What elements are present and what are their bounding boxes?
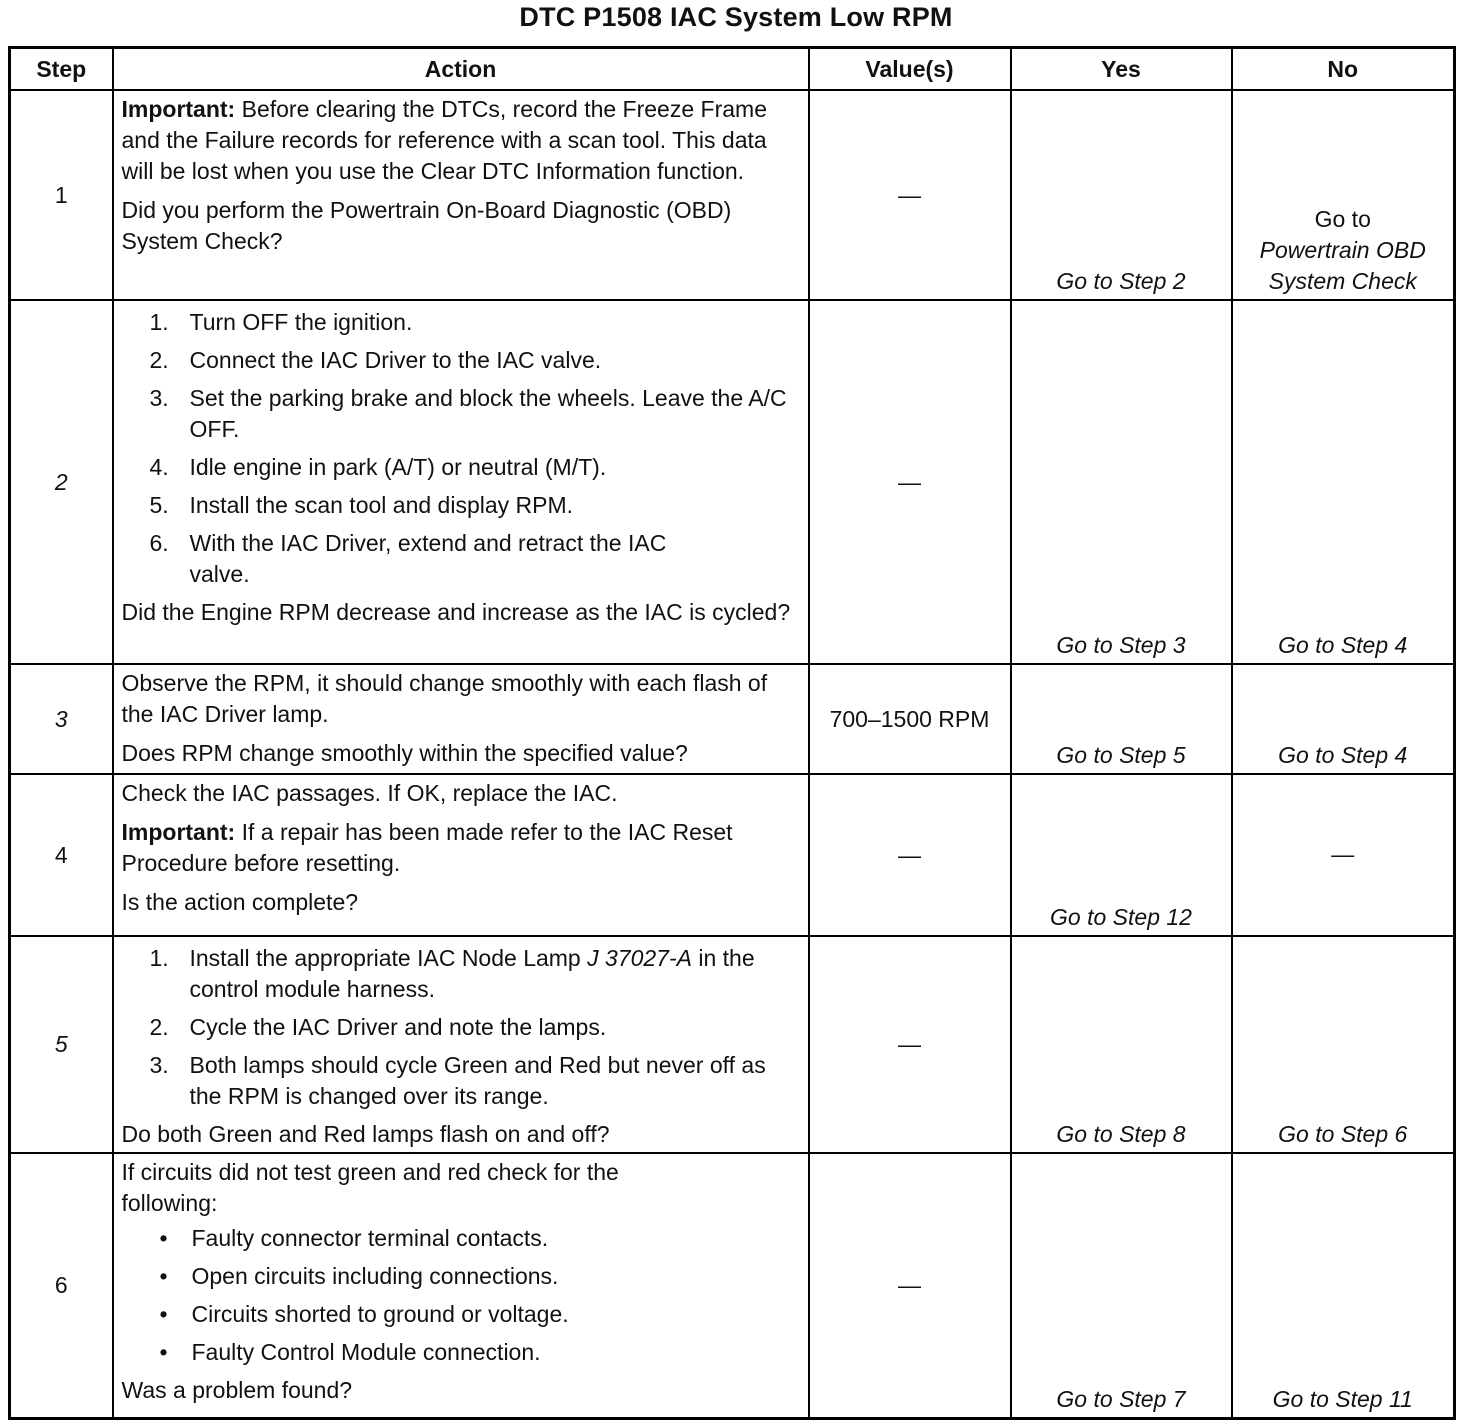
list-item — [122, 943, 798, 1005]
list-text: Install the scan tool and display RPM. — [189, 492, 574, 519]
list-text: in the control module harness. — [189, 945, 755, 1003]
no-link[interactable]: Go to Step 4 — [1232, 300, 1455, 664]
important-note — [122, 94, 798, 187]
no-cell — [1232, 90, 1455, 300]
action-cell — [113, 1153, 809, 1418]
list-number: 6. — [149, 530, 169, 557]
list-number: 3. — [149, 1052, 169, 1079]
list-item — [122, 1337, 798, 1368]
yes-link[interactable]: Go to Step 12 — [1011, 774, 1232, 936]
list-number: 5. — [149, 492, 169, 519]
list-number: 2. — [149, 347, 169, 374]
important-note — [122, 817, 798, 879]
list-text: Circuits shorted to ground or voltage. — [191, 1301, 569, 1328]
question-text: Do both Green and Red lamps flash on and off? — [121, 1121, 610, 1148]
procedure-list — [122, 943, 798, 1112]
page-title: DTC P1508 IAC System Low RPM — [519, 2, 953, 32]
list-item — [122, 452, 798, 483]
no-link[interactable]: Go to Step 11 — [1232, 1153, 1455, 1418]
table-row — [10, 936, 1455, 1153]
action-text: If circuits did not test green and red check for the following: — [121, 1159, 619, 1217]
table-row — [10, 300, 1455, 664]
action-text: Observe the RPM, it should change smoothly with each flash of the IAC Driver lamp. — [121, 670, 768, 728]
yes-link[interactable]: Go to Step 2 — [1011, 90, 1232, 300]
list-number: 4. — [149, 454, 169, 481]
question-text: Did you perform the Powertrain On-Board Diagnostic (OBD) System Check? — [121, 197, 732, 254]
no-link[interactable]: Powertrain OBD System Check — [1259, 237, 1426, 295]
list-text: Both lamps should cycle Green and Red but never off as the RPM is changed over its range. — [189, 1052, 766, 1110]
bullet-icon: • — [159, 1339, 168, 1366]
yes-link[interactable]: Go to Step 7 — [1011, 1153, 1232, 1418]
no-prefix: Go to — [1314, 206, 1371, 233]
value-cell: 700–1500 RPM — [809, 664, 1011, 774]
list-text: Faulty connector terminal contacts. — [191, 1225, 549, 1252]
table-row — [10, 664, 1455, 774]
question-text: Is the action complete? — [121, 889, 359, 916]
yes-link[interactable]: Go to Step 5 — [1011, 664, 1232, 774]
bullet-list — [122, 1223, 798, 1368]
list-item — [122, 307, 798, 338]
step-number: 2 — [10, 300, 113, 664]
list-text: Faulty Control Module connection. — [191, 1339, 541, 1366]
procedure-list — [122, 307, 798, 590]
list-text: Set the parking brake and block the wheels. Leave the A/C OFF. — [189, 385, 787, 443]
table-row — [10, 1153, 1455, 1418]
action-cell — [113, 664, 809, 774]
list-item — [122, 383, 798, 445]
list-number: 1. — [149, 945, 169, 972]
list-text: Connect the IAC Driver to the IAC valve. — [189, 347, 602, 374]
header-action: Action — [113, 48, 809, 91]
no-cell: — — [1232, 774, 1455, 936]
action-cell — [113, 90, 809, 300]
header-no: No — [1232, 48, 1455, 91]
question-text: Was a problem found? — [121, 1377, 353, 1404]
list-item — [122, 1223, 798, 1254]
important-label: Important: — [121, 819, 236, 846]
action-text: Check the IAC passages. If OK, replace the IAC. — [121, 780, 618, 807]
value-cell: — — [809, 936, 1011, 1153]
bullet-icon: • — [159, 1263, 168, 1290]
list-item — [122, 1050, 798, 1112]
list-item — [122, 1012, 798, 1043]
action-cell — [113, 300, 809, 664]
list-text: Idle engine in park (A/T) or neutral (M/T). — [189, 454, 607, 481]
header-yes: Yes — [1011, 48, 1232, 91]
list-item — [122, 345, 798, 376]
list-text: Open circuits including connections. — [191, 1263, 559, 1290]
list-item — [122, 490, 798, 521]
header-step: Step — [10, 48, 113, 91]
table-header-row — [10, 48, 1455, 91]
header-values: Value(s) — [809, 48, 1011, 91]
action-cell — [113, 936, 809, 1153]
step-number: 6 — [10, 1153, 113, 1418]
list-text: Cycle the IAC Driver and note the lamps. — [189, 1014, 607, 1041]
value-cell: — — [809, 774, 1011, 936]
list-text: Turn OFF the ignition. — [189, 309, 413, 336]
list-number: 3. — [149, 385, 169, 412]
step-number: 1 — [10, 90, 113, 300]
table-row — [10, 774, 1455, 936]
list-number: 1. — [149, 309, 169, 336]
bullet-icon: • — [159, 1225, 168, 1252]
bullet-icon: • — [159, 1301, 168, 1328]
yes-link[interactable]: Go to Step 3 — [1011, 300, 1232, 664]
value-cell: — — [809, 1153, 1011, 1418]
step-number: 3 — [10, 664, 113, 774]
question-text: Does RPM change smoothly within the specified value? — [121, 740, 688, 767]
list-item — [122, 528, 798, 590]
diagnostic-table — [8, 46, 1456, 1420]
list-item — [122, 1261, 798, 1292]
list-text: Install the appropriate IAC Node Lamp — [189, 945, 581, 972]
yes-link[interactable]: Go to Step 8 — [1011, 936, 1232, 1153]
value-cell: — — [809, 300, 1011, 664]
tool-reference: J 37027-A — [587, 945, 692, 972]
list-text: With the IAC Driver, extend and retract the IAC valve. — [189, 530, 667, 588]
question-text: Did the Engine RPM decrease and increase as the IAC is cycled? — [121, 599, 791, 626]
no-link[interactable]: Go to Step 6 — [1232, 936, 1455, 1153]
list-item — [122, 1299, 798, 1330]
step-number: 5 — [10, 936, 113, 1153]
value-cell: — — [809, 90, 1011, 300]
important-text: If a repair has been made refer to the IAC Reset Procedure before resetting. — [121, 819, 733, 877]
important-label: Important: — [121, 96, 236, 122]
action-cell — [113, 774, 809, 936]
step-number: 4 — [10, 774, 113, 936]
table-row — [10, 90, 1455, 300]
list-number: 2. — [149, 1014, 169, 1041]
important-text: Before clearing the DTCs, record the Freeze Frame and the Failure records for reference with a scan tool. This data will be lost when you use the Clear DTC Information function. — [121, 96, 767, 184]
no-link[interactable]: Go to Step 4 — [1232, 664, 1455, 774]
